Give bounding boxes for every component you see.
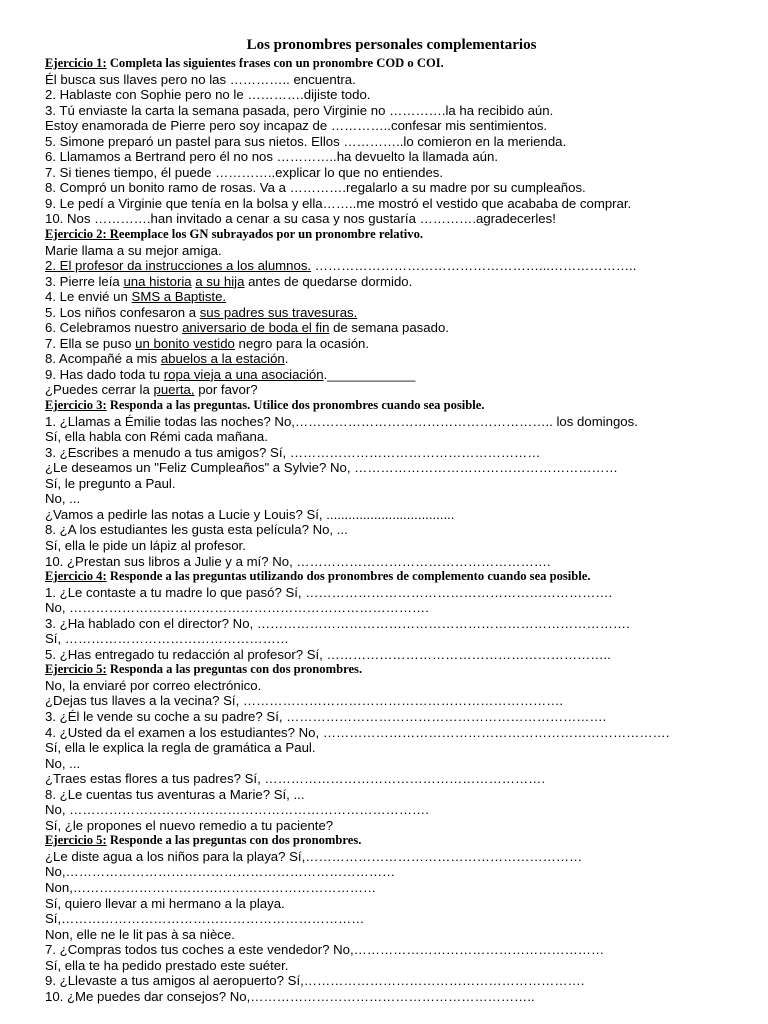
exercise-line: Non,…………………………………………………………… (45, 879, 377, 895)
exercise-line: ¿Vamos a pedirle las notas a Lucie y Louis? Sí, ................................... (45, 506, 455, 522)
exercise-instruction: eemplace los GN subrayados por un pronombre relativo. (118, 227, 424, 242)
exercise-line: ¿Le deseamos un "Feliz Cumpleaños" a Sylvie? No, …………………………………………………… (45, 460, 618, 476)
exercise-line: No,………………………………………………………………… (45, 864, 396, 880)
exercise-line: Sí, ella te ha pedido prestado este suéter. (45, 957, 289, 973)
exercise-line: Marie llama a su mejor amiga. (45, 242, 222, 258)
exercise-line (45, 289, 738, 305)
sentence-text: . (284, 351, 289, 367)
exercise-line: ¿Traes estas flores a tus padres? Sí, ………………………………………………………. (45, 771, 545, 787)
sentence-text: negro para la ocasión. (234, 335, 370, 351)
sentence-text: antes de quedarse dormido. (244, 273, 413, 289)
sentence-text: 9. Has dado toda tu (45, 366, 164, 382)
exercise-line (45, 320, 738, 336)
exercise-line: 3. Tú enviaste la carta la semana pasada, pero Virginie no ………….la ha recibido aún. (45, 102, 554, 118)
exercise-label: Ejercicio 2: R (45, 227, 119, 242)
exercise-line: Sí, ella le explica la regla de gramática a Paul. (45, 740, 316, 756)
underlined-phrase: sus padres sus travesuras. (199, 304, 358, 320)
exercise-line: Sí, le pregunto a Paul. (45, 475, 176, 491)
exercise-label: Ejercicio 5: (45, 662, 107, 677)
exercise-line: 10. ¿Me puedes dar consejos? No,……………………………………………………….. (45, 988, 535, 1004)
exercise-line: 3. ¿Él le vende su coche a su padre? Sí, ………………………………………………………………. (45, 708, 607, 724)
exercise-line: 10. Nos ………….han invitado a cenar a su casa y nos gustaría ………….agradecerles! (45, 211, 556, 227)
page-title: Los pronombres personales complementarios (246, 37, 537, 53)
exercise-line: Estoy enamorada de Pierre pero soy incapaz de …………..confesar mis sentimientos. (45, 118, 548, 134)
exercise-line: 3. ¿Ha hablado con el director? No, …………………………………………………………………………. (45, 615, 630, 631)
exercise-1-header (45, 56, 738, 72)
exercise-line: Non, elle ne le lit pas à sa nièce. (45, 926, 235, 942)
exercise-label: Ejercicio 4: (45, 569, 107, 584)
sentence-text: de semana pasado. (329, 320, 449, 336)
exercise-line: Él busca sus llaves pero no las ………….. encuentra. (45, 71, 356, 87)
exercise-label: Ejercicio 3: (45, 398, 107, 413)
exercise-line: 4. ¿Usted da el examen a los estudiantes? No, ……………………………………………………………………. (45, 724, 670, 740)
exercise-line: 7. ¿Compras todos tus coches a este vendedor? No,………………………………………………… (45, 942, 605, 958)
answer-blank: ……………………………………………...……………….. (311, 258, 637, 274)
sentence-text: . (323, 366, 328, 382)
exercise-line: 8. Compró un bonito ramo de rosas. Va a ………….regalarlo a su madre por su cumpleaños. (45, 180, 586, 196)
sentence-text: 4. Le envié un (45, 289, 132, 305)
underlined-phrase: SMS a Baptiste. (131, 289, 227, 305)
exercise-line: No, ………………………………………………………………………. (45, 802, 429, 818)
exercise-line: 5. ¿Has entregado tu redacción al profesor? Sí, ……………………………………………………….. (45, 646, 611, 662)
exercise-line: 5. Simone preparó un pastel para sus nietos. Ellos …………..lo comieron en la merienda. (45, 133, 567, 149)
exercise-line: No, ………………………………………………………………………. (45, 600, 429, 616)
exercise-6-header (45, 833, 738, 849)
exercise-instruction: Responda a las preguntas. Utilice dos pronombres cuando sea posible. (106, 398, 485, 413)
exercise-5-header (45, 662, 738, 678)
exercise-label: Ejercicio 5: (45, 833, 107, 848)
exercise-line: Sí, …………………………………………… (45, 631, 289, 647)
exercise-line (45, 274, 738, 290)
exercise-instruction: Completa las siguientes frases con un pronombre COD o COI. (106, 56, 444, 70)
exercise-instruction: Responda a las preguntas con dos pronombres. (106, 662, 363, 677)
exercise-line (45, 336, 738, 352)
underlined-phrase: 2. El profesor da instrucciones a los alumnos. (45, 258, 312, 274)
underlined-phrase: puerta, (153, 382, 195, 398)
exercise-label: Ejercicio 1: (45, 56, 107, 70)
sentence-text: 8. Acompañé a mis (45, 351, 161, 367)
sentence-text: 7. Ella se puso (45, 335, 136, 351)
exercise-line: 1. ¿Le contaste a tu madre lo que pasó? Sí, ……………………………………………………………. (45, 584, 613, 600)
exercise-line: 1. ¿Llamas a Émilie todas las noches? No,………………………………………………….. los domingos. (45, 413, 638, 429)
exercise-line: 3. ¿Escribes a menudo a tus amigos? Sí, ………………………………………………… (45, 444, 541, 460)
exercise-line: No, ... (45, 491, 81, 507)
exercise-line: Sí, ¿le propones el nuevo remedio a tu paciente? (45, 817, 334, 833)
underlined-phrase: una historia (123, 273, 192, 289)
exercise-line: 6. Llamamos a Bertrand pero él no nos …………..ha devuelto la llamada aún. (45, 149, 499, 165)
underlined-phrase: un bonito vestido (135, 335, 235, 351)
exercise-line (45, 258, 738, 274)
exercise-line (45, 305, 738, 321)
exercise-line: 10. ¿Prestan sus libros a Julie y a mí? No, …………………………………………………. (45, 553, 551, 569)
exercise-line: 9. Le pedí a Virginie que tenía en la bolsa y ella……..me mostró el vestido que acababa de comprar. (45, 195, 632, 211)
exercise-3-header (45, 398, 738, 414)
underlined-phrase: aniversario de boda el fin (182, 320, 330, 336)
exercise-line: ¿Dejas tus llaves a la vecina? Sí, ………………………………………………………………. (45, 693, 564, 709)
exercise-line: 8. ¿Le cuentas tus aventuras a Marie? Sí, ... (45, 786, 305, 802)
underlined-phrase: abuelos a la estación (160, 351, 285, 367)
exercise-line: 2. Hablaste con Sophie pero no le ………….dijiste todo. (45, 87, 371, 103)
exercise-line: 7. Si tienes tiempo, él puede …………..explicar lo que no entiendes. (45, 164, 444, 180)
exercise-line: ¿Le diste agua a los niños para la playa? Sí,……………………………………………………… (45, 848, 583, 864)
exercise-line (45, 382, 738, 398)
sentence-text: ¿Puedes cerrar la (45, 382, 154, 398)
underlined-phrase: ropa vieja a una asociación (163, 366, 324, 382)
sentence-text: 3. Pierre leía (45, 273, 124, 289)
exercise-line: 8. ¿A los estudiantes les gusta esta película? No, ... (45, 522, 348, 538)
exercise-instruction: Responde a las preguntas utilizando dos pronombres de complemento cuando sea posible. (106, 569, 591, 584)
sentence-text: por favor? (194, 382, 258, 398)
exercise-line: 9. ¿Llevaste a tus amigos al aeropuerto? Sí,………………………………………………………. (45, 973, 585, 989)
exercise-line: Sí, quiero llevar a mi hermano a la playa. (45, 895, 285, 911)
answer-blank: ____________ (327, 366, 416, 382)
exercise-line: No, la enviaré por correo electrónico. (45, 677, 262, 693)
exercise-4-header (45, 569, 738, 585)
exercise-line: Sí,…………………………………………………………… (45, 911, 365, 927)
exercise-line: Sí, ella le pide un lápiz al profesor. (45, 537, 246, 553)
underlined-phrase: a su hija (195, 273, 245, 289)
exercise-instruction: Responde a las preguntas con dos pronombres. (106, 833, 362, 848)
sentence-text: 5. Los niños confesaron a (45, 304, 200, 320)
sentence-text: 6. Celebramos nuestro (45, 320, 183, 336)
exercise-line: Sí, ella habla con Rémi cada mañana. (45, 429, 268, 445)
exercise-2-header (45, 227, 738, 243)
exercise-line (45, 351, 738, 367)
exercise-line (45, 367, 738, 383)
exercise-line: No, ... (45, 755, 81, 771)
